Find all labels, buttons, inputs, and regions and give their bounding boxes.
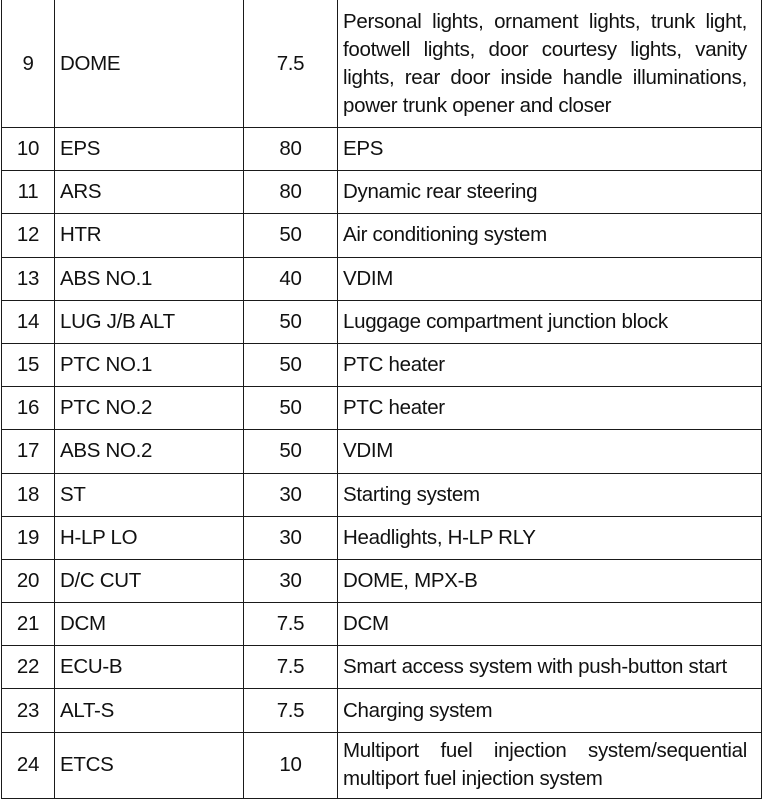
fuse-ampere: 7.5 [244, 0, 338, 128]
fuse-name: PTC NO.2 [55, 387, 244, 430]
fuse-ampere: 7.5 [244, 603, 338, 646]
fuse-ampere: 30 [244, 516, 338, 559]
fuse-name: DOME [55, 0, 244, 128]
fuse-name: H-LP LO [55, 516, 244, 559]
fuse-ampere: 50 [244, 430, 338, 473]
table-row [2, 516, 762, 559]
table-row [2, 732, 762, 798]
fuse-name: ETCS [55, 732, 244, 798]
fuse-circuit: Personal lights, ornament lights, trunk light, footwell lights, door courtesy lights, vanity lights, rear door inside handle illuminations, power trunk opener and closer [338, 0, 762, 128]
fuse-name: ALT-S [55, 689, 244, 732]
fuse-name: ARS [55, 171, 244, 214]
fuse-ampere: 50 [244, 214, 338, 257]
fuse-table [1, 0, 762, 799]
fuse-circuit: Multiport fuel injection system/sequential multiport fuel injection system [338, 732, 762, 798]
fuse-circuit: DCM [338, 603, 762, 646]
fuse-number: 17 [2, 430, 55, 473]
table-row [2, 430, 762, 473]
fuse-ampere: 7.5 [244, 689, 338, 732]
fuse-circuit: PTC heater [338, 387, 762, 430]
fuse-circuit: Headlights, H-LP RLY [338, 516, 762, 559]
fuse-ampere: 10 [244, 732, 338, 798]
fuse-number: 18 [2, 473, 55, 516]
fuse-circuit: Smart access system with push-button start [338, 646, 762, 689]
fuse-number: 21 [2, 603, 55, 646]
fuse-name: DCM [55, 603, 244, 646]
fuse-circuit: PTC heater [338, 343, 762, 386]
fuse-circuit: EPS [338, 128, 762, 171]
fuse-name: ABS NO.1 [55, 257, 244, 300]
fuse-number: 24 [2, 732, 55, 798]
table-row [2, 257, 762, 300]
fuse-circuit: Luggage compartment junction block [338, 300, 762, 343]
fuse-name: ST [55, 473, 244, 516]
fuse-ampere: 80 [244, 128, 338, 171]
fuse-name: ABS NO.2 [55, 430, 244, 473]
fuse-circuit: Charging system [338, 689, 762, 732]
fuse-ampere: 7.5 [244, 646, 338, 689]
fuse-number: 11 [2, 171, 55, 214]
table-row [2, 689, 762, 732]
table-row [2, 343, 762, 386]
fuse-ampere: 50 [244, 300, 338, 343]
table-row [2, 387, 762, 430]
fuse-name: PTC NO.1 [55, 343, 244, 386]
table-row [2, 473, 762, 516]
fuse-ampere: 50 [244, 343, 338, 386]
fuse-ampere: 80 [244, 171, 338, 214]
fuse-circuit: VDIM [338, 257, 762, 300]
table-row [2, 171, 762, 214]
table-row [2, 128, 762, 171]
fuse-number: 23 [2, 689, 55, 732]
fuse-name: ECU-B [55, 646, 244, 689]
table-row [2, 603, 762, 646]
table-row [2, 0, 762, 128]
fuse-number: 12 [2, 214, 55, 257]
fuse-circuit: VDIM [338, 430, 762, 473]
fuse-circuit: Air conditioning system [338, 214, 762, 257]
fuse-ampere: 30 [244, 559, 338, 602]
table-row [2, 300, 762, 343]
fuse-name: HTR [55, 214, 244, 257]
fuse-circuit: Starting system [338, 473, 762, 516]
fuse-circuit: DOME, MPX-B [338, 559, 762, 602]
fuse-number: 22 [2, 646, 55, 689]
fuse-number: 20 [2, 559, 55, 602]
fuse-name: LUG J/B ALT [55, 300, 244, 343]
fuse-number: 16 [2, 387, 55, 430]
fuse-circuit: Dynamic rear steering [338, 171, 762, 214]
fuse-name: EPS [55, 128, 244, 171]
fuse-number: 15 [2, 343, 55, 386]
table-row [2, 214, 762, 257]
fuse-number: 19 [2, 516, 55, 559]
fuse-ampere: 50 [244, 387, 338, 430]
table-row [2, 646, 762, 689]
fuse-ampere: 30 [244, 473, 338, 516]
fuse-number: 10 [2, 128, 55, 171]
table-row [2, 559, 762, 602]
fuse-number: 13 [2, 257, 55, 300]
fuse-number: 9 [2, 0, 55, 128]
fuse-number: 14 [2, 300, 55, 343]
fuse-name: D/C CUT [55, 559, 244, 602]
fuse-ampere: 40 [244, 257, 338, 300]
